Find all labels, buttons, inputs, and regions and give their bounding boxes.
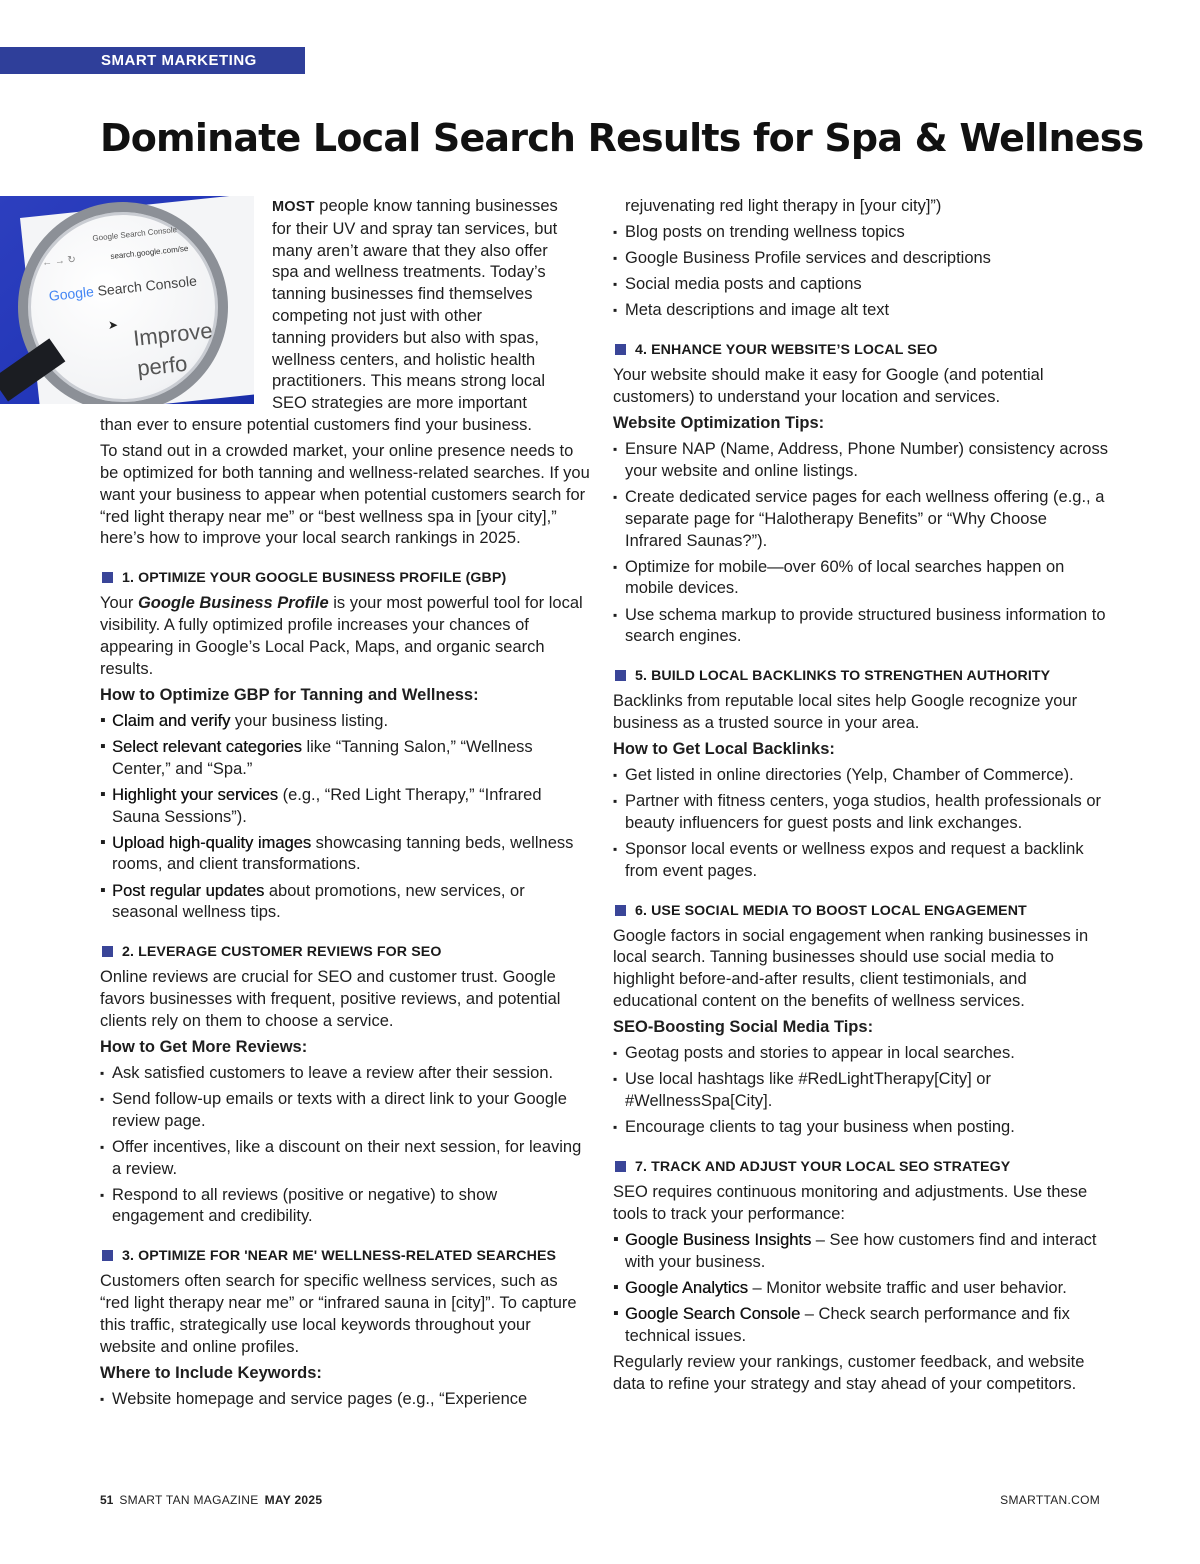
section-heading-text: 1. OPTIMIZE YOUR GOOGLE BUSINESS PROFILE (GBP) (122, 570, 507, 587)
list-item-text: Google Business Profile services and descriptions (625, 249, 991, 268)
list-item (613, 1043, 1108, 1065)
intro-line: tanning providers but also with spas, (272, 328, 539, 347)
bullet-icon: ▪ (100, 737, 106, 755)
list-item-text: Encourage clients to tag your business when posting. (625, 1118, 1015, 1137)
bullet-icon: ▪ (613, 607, 618, 622)
list-item-text: – Monitor website traffic and user behavior. (752, 1278, 1067, 1297)
section-paragraph: Google factors in social engagement when ranking businesses in local search. Tanning businesses should use social media to highlight before-and-after results, client testimonials, and educational content on the benefits of wellness services. (613, 926, 1089, 1010)
text-span: Your (100, 594, 134, 613)
subheading: Website Optimization Tips: (613, 414, 825, 433)
list-item-text: Respond to all reviews (positive or negative) to show engagement and credibility. (112, 1185, 498, 1226)
list-item (613, 222, 1108, 244)
section-heading-text: 4. ENHANCE YOUR WEBSITE’S LOCAL SEO (635, 342, 938, 359)
heading-square-icon (615, 905, 626, 916)
list-item (100, 737, 590, 781)
improve-text: Improve (132, 317, 214, 351)
list-item (613, 248, 1108, 270)
bullet-list (100, 1389, 590, 1411)
list-item-text: your business listing. (234, 711, 389, 730)
bullet-icon: ▪ (100, 711, 106, 729)
bullet-icon: ▪ (613, 225, 618, 240)
list-item-text: showcasing tanning beds, wellness rooms, and client transformations. (112, 833, 574, 874)
subheading: SEO-Boosting Social Media Tips: (613, 1018, 874, 1037)
emphasis-text: Google Business Profile (137, 594, 329, 613)
list-item-text: Blog posts on trending wellness topics (625, 223, 905, 242)
intro-line: for their UV and spray tan services, but (272, 219, 558, 238)
subheading: How to Get Local Backlinks: (613, 740, 835, 759)
heading-square-icon (102, 572, 113, 583)
section-paragraph (100, 593, 590, 680)
bullet-list (613, 222, 1108, 322)
bullet-icon: ▪ (100, 1091, 105, 1106)
text-span: is your most powerful tool for local visibility. A fully optimized profile increases your chances of appearing in Google’s Local Pack, Maps, and organic search results. (100, 594, 583, 678)
bullet-icon: ▪ (100, 833, 106, 851)
right-column (613, 196, 1108, 1400)
performance-text: perfo (136, 350, 189, 381)
list-item-text: Geotag posts and stories to appear in local searches. (625, 1044, 1015, 1063)
list-item (100, 1185, 590, 1229)
intro-line: competing not just with other (272, 306, 483, 325)
subheading: How to Optimize GBP for Tanning and Wellness: (100, 685, 479, 704)
list-item (613, 1278, 1108, 1300)
list-item-text: Optimize for mobile—over 60% of local searches happen on mobile devices. (625, 557, 1065, 598)
section-heading-text: 7. TRACK AND ADJUST YOUR LOCAL SEO STRATEGY (635, 1158, 1011, 1175)
section-heading (100, 942, 590, 962)
intro-line: practitioners. This means strong local (272, 372, 545, 391)
list-item (613, 1117, 1108, 1139)
list-item-text: like “Tanning Salon,” “Wellness Center,” and “Spa.” (112, 737, 533, 778)
intro-line (272, 196, 590, 219)
list-item-text: Social media posts and captions (625, 275, 862, 294)
bold-lead: Google Analytics (625, 1278, 748, 1297)
heading-square-icon (615, 344, 626, 355)
bullet-icon: ▪ (613, 442, 618, 457)
list-item-text: Partner with fitness centers, yoga studios, health professionals or beauty influencers for guest posts and link exchanges. (625, 792, 1101, 832)
list-item (613, 839, 1108, 883)
bullet-icon: ▪ (613, 1278, 619, 1296)
list-item-text: Ask satisfied customers to leave a review after their session. (112, 1063, 554, 1082)
list-item (100, 881, 590, 925)
list-item (100, 1137, 590, 1181)
bullet-icon: ▪ (100, 881, 106, 899)
bullet-icon: ▪ (100, 1187, 105, 1202)
left-column (100, 196, 590, 1415)
section-paragraph: Online reviews are crucial for SEO and customer trust. Google favors businesses with frequent, positive reviews, and potential clients rely on them to choose a service. (100, 968, 561, 1030)
list-item-continued: rejuvenating red light therapy in [your city]”) (625, 197, 942, 215)
page-title: Dominate Local Search Results for Spa & Wellness (100, 116, 1144, 160)
section-paragraph: Your website should make it easy for Google (and potential customers) to understand your location and services. (613, 366, 1044, 406)
intro-dropcap: MOST (272, 199, 315, 215)
section-heading (613, 340, 1108, 360)
list-item-text: Ensure NAP (Name, Address, Phone Number) consistency across your website and online listings. (625, 440, 1108, 480)
browser-url: search.google.com/se (110, 243, 189, 261)
list-item-text: – Check search performance and fix technical issues. (625, 1304, 1070, 1345)
bold-lead: Highlight your services (112, 785, 278, 804)
list-item-text: Website homepage and service pages (e.g., “Experience (112, 1389, 528, 1408)
bullet-list (100, 711, 590, 924)
list-item (613, 765, 1108, 787)
heading-square-icon (102, 946, 113, 957)
intro-line-text: people know tanning businesses (319, 197, 558, 215)
intro-line: many aren’t aware that they also offer (272, 241, 548, 260)
browser-nav-icons: ← → ↻ (41, 254, 77, 269)
section-paragraph: SEO requires continuous monitoring and adjustments. Use these tools to track your performance: (613, 1182, 1088, 1223)
list-item-text: – See how customers find and interact with your business. (625, 1230, 1097, 1271)
bullet-list (613, 1043, 1108, 1139)
list-item (100, 1063, 590, 1085)
section-heading (100, 568, 590, 588)
bold-lead: Claim and verify (112, 711, 231, 730)
bullet-icon: ▪ (613, 1072, 618, 1087)
list-item (100, 833, 590, 877)
bullet-icon: ▪ (100, 1391, 105, 1406)
section-paragraph: Backlinks from reputable local sites help Google recognize your business as a trusted source in your area. (613, 692, 1078, 732)
list-item (100, 711, 590, 733)
section-heading (613, 901, 1108, 921)
list-item (100, 1089, 590, 1133)
list-item-text: Create dedicated service pages for each wellness offering (e.g., a separate page for “Halotherapy Benefits” or “Why Choose Infrared Saunas?”). (625, 487, 1105, 550)
bullet-icon: ▪ (613, 1304, 619, 1322)
list-item (100, 785, 590, 829)
bullet-icon: ▪ (613, 277, 618, 292)
section-heading (613, 666, 1108, 686)
bullet-icon: ▪ (613, 842, 618, 856)
section-paragraph: Customers often search for specific wellness services, such as “red light therapy near me” or “infrared sauna in [city]”. To capture this traffic, strategically use local keywords throughout your website and online profiles. (100, 1272, 577, 1356)
list-item-text: Use schema markup to provide structured business information to search engines. (625, 605, 1106, 646)
section-banner: SMART MARKETING (0, 47, 305, 74)
section-heading-text: 5. BUILD LOCAL BACKLINKS TO STRENGTHEN AUTHORITY (635, 668, 1051, 685)
list-item-text: Use local hashtags like #RedLightTherapy[City] or #WellnessSpa[City]. (625, 1070, 991, 1110)
bold-lead: Upload high-quality images (112, 833, 312, 852)
section-heading (613, 1157, 1108, 1177)
search-console-text: Search Console (96, 272, 198, 299)
list-item (613, 300, 1108, 322)
bullet-icon: ▪ (613, 251, 618, 266)
list-item (613, 439, 1108, 483)
section-heading-text: 2. LEVERAGE CUSTOMER REVIEWS FOR SEO (122, 944, 442, 961)
intro-line: SEO strategies are more important (272, 394, 527, 413)
issue-date: MAY 2025 (264, 1493, 323, 1507)
list-item-text: Get listed in online directories (Yelp, Chamber of Commerce). (625, 766, 1074, 785)
bullet-list (100, 1063, 590, 1228)
list-item-text: Send follow-up emails or texts with a direct link to your Google review page. (112, 1089, 567, 1130)
bullet-list (613, 765, 1108, 883)
intro-paragraph-2: To stand out in a crowded market, your online presence needs to be optimized for both tanning and wellness-related searches. If you want your business to appear when potential customers search for “red light therapy near me” or “best wellness spa in [your city],” here’s how to improve your local search rankings in 2025. (100, 442, 590, 548)
bullet-icon: ▪ (613, 559, 618, 574)
bullet-icon: ▪ (613, 1120, 618, 1135)
section-heading (100, 1246, 590, 1266)
footer-left (100, 1493, 322, 1507)
bold-lead: Google Search Console (625, 1304, 801, 1323)
bold-lead: Select relevant categories (112, 737, 302, 756)
footer-site[interactable]: SMARTTAN.COM (1000, 1493, 1100, 1507)
section-heading-text: 6. USE SOCIAL MEDIA TO BOOST LOCAL ENGAGEMENT (635, 902, 1027, 919)
list-item (613, 1230, 1108, 1274)
magazine-name: SMART TAN MAGAZINE (119, 1493, 259, 1507)
heading-square-icon (102, 1250, 113, 1261)
google-logo-text: Google (48, 283, 95, 304)
bullet-list (613, 439, 1108, 648)
list-item (613, 791, 1108, 835)
subheading: How to Get More Reviews: (100, 1037, 308, 1056)
intro-line: spa and wellness treatments. Today’s (272, 263, 546, 282)
list-item (613, 274, 1108, 296)
list-item (613, 557, 1108, 601)
bullet-list (613, 1230, 1108, 1348)
bullet-icon: ▪ (100, 1065, 105, 1080)
list-item-text: Sponsor local events or wellness expos and request a backlink from event pages. (625, 840, 1084, 880)
intro-line: wellness centers, and holistic health (272, 350, 536, 369)
bold-lead: Google Business Insights (625, 1230, 812, 1249)
heading-square-icon (615, 1161, 626, 1172)
page-number: 51 (100, 1493, 114, 1507)
bullet-icon: ▪ (613, 1230, 619, 1248)
list-item-text: Offer incentives, like a discount on their next session, for leaving a review. (112, 1137, 582, 1178)
list-item (613, 605, 1108, 649)
intro-paragraph-tail: than ever to ensure potential customers find your business. (100, 415, 532, 434)
list-item (613, 1304, 1108, 1348)
bold-lead: Post regular updates (112, 881, 265, 900)
list-item-text: about promotions, new services, or seasonal wellness tips. (112, 881, 525, 922)
section-heading-text: 3. OPTIMIZE FOR 'NEAR ME' WELLNESS-RELATED SEARCHES (122, 1248, 557, 1265)
bullet-icon: ▪ (613, 794, 618, 809)
browser-tab-title: Google Search Console (92, 225, 178, 243)
bullet-icon: ▪ (100, 1139, 105, 1154)
closing-paragraph: Regularly review your rankings, customer feedback, and website data to refine your strategy and stay ahead of your competitors. (613, 1352, 1085, 1393)
subheading: Where to Include Keywords: (100, 1363, 322, 1382)
intro-wrapped (100, 196, 590, 415)
cursor-icon: ➤ (108, 318, 119, 332)
list-item (613, 1069, 1108, 1113)
intro-line: tanning businesses find themselves (272, 285, 533, 304)
list-item (100, 1389, 590, 1411)
bullet-icon: ▪ (613, 303, 618, 318)
list-item-text: (e.g., “Red Light Therapy,” “Infrared Sauna Sessions”). (112, 785, 542, 826)
bullet-icon: ▪ (613, 1046, 618, 1061)
list-item (613, 487, 1108, 552)
bullet-icon: ▪ (613, 489, 618, 504)
bullet-icon: ▪ (100, 785, 106, 803)
bullet-icon: ▪ (613, 768, 618, 783)
heading-square-icon (615, 670, 626, 681)
list-item-text: Meta descriptions and image alt text (625, 301, 890, 320)
